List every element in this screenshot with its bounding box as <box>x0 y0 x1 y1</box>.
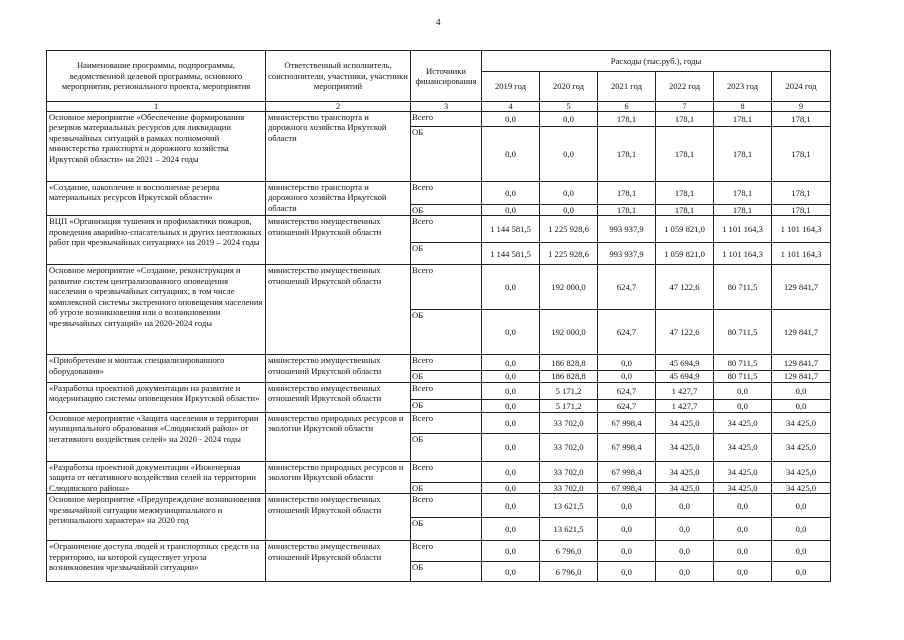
expense-value: 178,1 <box>714 205 772 216</box>
funding-source: ОБ <box>411 433 482 461</box>
program-name: «Разработка проектной документации на развитие и модернизацию системы оповещения Иркутской области» <box>47 382 266 412</box>
expense-value: 0,0 <box>772 518 831 541</box>
expense-value: 0,0 <box>772 494 831 518</box>
budget-table <box>46 50 831 582</box>
expense-value: 186 828,8 <box>540 371 598 382</box>
expense-value: 80 711,5 <box>714 310 772 355</box>
expense-value: 0,0 <box>772 541 831 562</box>
expense-value: 178,1 <box>714 112 772 127</box>
table-row <box>47 355 831 371</box>
expense-value: 47 122,6 <box>656 265 714 310</box>
table-row <box>47 216 831 243</box>
expense-value: 129 841,7 <box>772 310 831 355</box>
expense-value: 80 711,5 <box>714 265 772 310</box>
expense-value: 129 841,7 <box>772 355 831 371</box>
responsible-executor: министерство природных ресурсов и экологии Иркутской области <box>266 412 411 461</box>
funding-source: Всего <box>411 265 482 310</box>
expense-value: 34 425,0 <box>772 482 831 494</box>
header-year: 2019 год <box>482 72 540 102</box>
expense-value: 0,0 <box>714 494 772 518</box>
funding-source: ОБ <box>411 562 482 582</box>
expense-value: 45 694,9 <box>656 355 714 371</box>
funding-source: Всего <box>411 112 482 127</box>
table-row <box>47 182 831 205</box>
expense-value: 178,1 <box>598 112 656 127</box>
expense-value: 34 425,0 <box>656 433 714 461</box>
column-number: 8 <box>714 102 772 112</box>
table-row <box>47 412 831 433</box>
table-row <box>47 382 831 399</box>
expense-value: 0,0 <box>482 127 540 182</box>
funding-source: Всего <box>411 355 482 371</box>
header-year: 2021 год <box>598 72 656 102</box>
header-year: 2023 год <box>714 72 772 102</box>
expense-value: 0,0 <box>482 310 540 355</box>
expense-value: 6 796,0 <box>540 541 598 562</box>
expense-value: 178,1 <box>772 112 831 127</box>
expense-value: 178,1 <box>598 127 656 182</box>
expense-value: 13 621,5 <box>540 494 598 518</box>
expense-value: 5 171,2 <box>540 382 598 399</box>
expense-value: 0,0 <box>656 518 714 541</box>
expense-value: 178,1 <box>714 182 772 205</box>
expense-value: 0,0 <box>482 205 540 216</box>
expense-value: 178,1 <box>772 205 831 216</box>
expense-value: 0,0 <box>482 541 540 562</box>
expense-value: 33 702,0 <box>540 412 598 433</box>
expense-value: 0,0 <box>598 355 656 371</box>
expense-value: 1 427,7 <box>656 399 714 412</box>
table-body <box>47 51 831 582</box>
program-name: «Разработка проектной документации «Инженерная защита от негативного воздействия селей на территории Слюдянского района» <box>47 461 266 493</box>
expense-value: 67 998,4 <box>598 433 656 461</box>
expense-value: 0,0 <box>482 482 540 494</box>
expense-value: 13 621,5 <box>540 518 598 541</box>
program-name: «Приобретение и монтаж специализированного оборудования» <box>47 355 266 382</box>
expense-value: 0,0 <box>656 562 714 582</box>
expense-value: 0,0 <box>482 494 540 518</box>
column-number: 7 <box>656 102 714 112</box>
expense-value: 0,0 <box>482 371 540 382</box>
expense-value: 0,0 <box>482 355 540 371</box>
expense-value: 178,1 <box>772 127 831 182</box>
column-number: 3 <box>411 102 482 112</box>
expense-value: 1 427,7 <box>656 382 714 399</box>
expense-value: 34 425,0 <box>714 433 772 461</box>
responsible-executor: министерство транспорта и дорожного хозяйства Иркутской области <box>266 112 411 182</box>
expense-value: 1 101 164,3 <box>714 216 772 243</box>
header-year: 2024 год <box>772 72 831 102</box>
expense-value: 0,0 <box>598 518 656 541</box>
expense-value: 0,0 <box>598 371 656 382</box>
expense-value: 1 144 581,5 <box>482 243 540 265</box>
responsible-executor: министерство природных ресурсов и экологии Иркутской области <box>266 461 411 493</box>
funding-source: ОБ <box>411 243 482 265</box>
expense-value: 178,1 <box>598 205 656 216</box>
expense-value: 178,1 <box>714 127 772 182</box>
table-row <box>47 112 831 127</box>
program-name: ВЦП «Организация тушения и профилактики пожаров, проведения аварийно-спасательных и других неотложных работ при чрезвычайных ситуациях» на 2019 – 2024 годы <box>47 216 266 265</box>
expense-value: 624,7 <box>598 399 656 412</box>
expense-value: 1 101 164,3 <box>714 243 772 265</box>
expense-value: 0,0 <box>482 518 540 541</box>
expense-value: 0,0 <box>482 399 540 412</box>
expense-value: 186 828,8 <box>540 355 598 371</box>
expense-value: 178,1 <box>656 182 714 205</box>
responsible-executor: министерство транспорта и дорожного хозяйства Иркутской области <box>266 182 411 216</box>
expense-value: 0,0 <box>482 382 540 399</box>
header-year: 2020 год <box>540 72 598 102</box>
expense-value: 0,0 <box>482 412 540 433</box>
funding-source: Всего <box>411 541 482 562</box>
expense-value: 0,0 <box>714 399 772 412</box>
page-number: 4 <box>436 17 441 27</box>
funding-source: ОБ <box>411 371 482 382</box>
responsible-executor: министерство имущественных отношений Иркутской области <box>266 216 411 265</box>
program-name: Основное мероприятие «Обеспечение формирования резервов материальных ресурсов для ликвидации чрезвычайных ситуаций в рамках полномочий министерства транспорта и дорожного хозяйства Иркутской области» на 2021 – 2024 годы <box>47 112 266 182</box>
expense-value: 0,0 <box>482 461 540 482</box>
expense-value: 0,0 <box>772 382 831 399</box>
expense-value: 0,0 <box>714 518 772 541</box>
expense-value: 993 937,9 <box>598 216 656 243</box>
funding-source: ОБ <box>411 399 482 412</box>
expense-value: 33 702,0 <box>540 482 598 494</box>
expense-value: 0,0 <box>540 127 598 182</box>
expense-value: 0,0 <box>714 541 772 562</box>
program-name: «Ограничение доступа людей и транспортных средств на территорию, на которой существует угроза возникновения чрезвычайной ситуации» <box>47 541 266 582</box>
funding-source: Всего <box>411 412 482 433</box>
expense-value: 129 841,7 <box>772 371 831 382</box>
expense-value: 34 425,0 <box>656 482 714 494</box>
header-responsible: Ответственный исполнитель, соисполнители, участники, участники мероприятий <box>266 51 411 102</box>
expense-value: 0,0 <box>540 205 598 216</box>
expense-value: 624,7 <box>598 265 656 310</box>
expense-value: 1 059 821,0 <box>656 216 714 243</box>
expense-value: 192 000,0 <box>540 265 598 310</box>
header-row <box>47 51 831 72</box>
expense-value: 67 998,4 <box>598 461 656 482</box>
responsible-executor: министерство имущественных отношений Иркутской области <box>266 494 411 541</box>
expense-value: 0,0 <box>772 399 831 412</box>
expense-value: 34 425,0 <box>772 433 831 461</box>
expense-value: 47 122,6 <box>656 310 714 355</box>
expense-value: 0,0 <box>772 562 831 582</box>
expense-value: 1 101 164,3 <box>772 243 831 265</box>
expense-value: 0,0 <box>540 112 598 127</box>
header-expenses: Расходы (тыс.руб.), годы <box>482 51 831 72</box>
expense-value: 178,1 <box>656 205 714 216</box>
expense-value: 0,0 <box>482 562 540 582</box>
table-row <box>47 461 831 482</box>
responsible-executor: министерство имущественных отношений Иркутской области <box>266 541 411 582</box>
expense-value: 192 000,0 <box>540 310 598 355</box>
column-number: 4 <box>482 102 540 112</box>
column-number: 9 <box>772 102 831 112</box>
funding-source: Всего <box>411 461 482 482</box>
expense-value: 0,0 <box>482 112 540 127</box>
expense-value: 129 841,7 <box>772 265 831 310</box>
expense-value: 6 796,0 <box>540 562 598 582</box>
expense-value: 34 425,0 <box>714 461 772 482</box>
funding-source: Всего <box>411 182 482 205</box>
expense-value: 624,7 <box>598 382 656 399</box>
responsible-executor: министерство имущественных отношений Иркутской области <box>266 265 411 355</box>
header-year: 2022 год <box>656 72 714 102</box>
expense-value: 0,0 <box>714 382 772 399</box>
expense-value: 624,7 <box>598 310 656 355</box>
expense-value: 34 425,0 <box>772 461 831 482</box>
table-row <box>47 541 831 562</box>
program-name: Основное мероприятие «Создание, реконструкция и развитие систем централизованного оповещения населения о чрезвычайных ситуациях, в том числе комплексной системы экстренного оповещения населения об угрозе возникновения или о возникновении чрезвычайных ситуаций» на 2020-2024 годы <box>47 265 266 355</box>
expense-value: 0,0 <box>598 494 656 518</box>
column-number: 5 <box>540 102 598 112</box>
expense-value: 1 059 821,0 <box>656 243 714 265</box>
expense-value: 45 694,9 <box>656 371 714 382</box>
expense-value: 1 144 581,5 <box>482 216 540 243</box>
expense-value: 0,0 <box>598 541 656 562</box>
funding-source: Всего <box>411 216 482 243</box>
expense-value: 33 702,0 <box>540 461 598 482</box>
column-number-row <box>47 102 831 112</box>
expense-value: 0,0 <box>714 562 772 582</box>
table-row <box>47 494 831 518</box>
header-name: Наименование программы, подпрограммы, ведомственной целевой программы, основного мероприятия, регионального проекта, мероприятия <box>47 51 266 102</box>
expense-value: 0,0 <box>482 433 540 461</box>
expense-value: 1 101 164,3 <box>772 216 831 243</box>
column-number: 1 <box>47 102 266 112</box>
header-source: Источники финансирования <box>411 51 482 102</box>
expense-value: 0,0 <box>482 182 540 205</box>
expense-value: 80 711,5 <box>714 371 772 382</box>
expense-value: 33 702,0 <box>540 433 598 461</box>
column-number: 2 <box>266 102 411 112</box>
funding-source: ОБ <box>411 482 482 494</box>
expense-value: 1 225 928,6 <box>540 243 598 265</box>
funding-source: ОБ <box>411 127 482 182</box>
program-name: Основное мероприятие «Предупреждение возникновения чрезвычайной ситуации межмуниципального и регионального характера» на 2020 год <box>47 494 266 541</box>
funding-source: ОБ <box>411 310 482 355</box>
expense-value: 34 425,0 <box>656 461 714 482</box>
expense-value: 993 937,9 <box>598 243 656 265</box>
expense-value: 0,0 <box>598 562 656 582</box>
program-name: Основное мероприятие «Защита населения и территории муниципального образования «Слюдянский район» от негативного воздействия селей» на 2020 - 2024 годы <box>47 412 266 461</box>
expense-value: 34 425,0 <box>714 482 772 494</box>
responsible-executor: министерство имущественных отношений Иркутской области <box>266 382 411 412</box>
expense-value: 178,1 <box>772 182 831 205</box>
column-number: 6 <box>598 102 656 112</box>
expense-value: 67 998,4 <box>598 412 656 433</box>
funding-source: ОБ <box>411 205 482 216</box>
expense-value: 80 711,5 <box>714 355 772 371</box>
funding-source: Всего <box>411 382 482 399</box>
expense-value: 178,1 <box>656 127 714 182</box>
program-name: «Создание, накопление и восполнение резерва материальных ресурсов Иркутской области» <box>47 182 266 216</box>
expense-value: 34 425,0 <box>714 412 772 433</box>
expense-value: 1 225 928,6 <box>540 216 598 243</box>
expense-value: 34 425,0 <box>656 412 714 433</box>
expense-value: 0,0 <box>540 182 598 205</box>
table-row <box>47 265 831 310</box>
funding-source: ОБ <box>411 518 482 541</box>
expense-value: 0,0 <box>656 541 714 562</box>
expense-value: 0,0 <box>656 494 714 518</box>
responsible-executor: министерство имущественных отношений Иркутской области <box>266 355 411 382</box>
expense-value: 67 998,4 <box>598 482 656 494</box>
expense-value: 5 171,2 <box>540 399 598 412</box>
funding-source: Всего <box>411 494 482 518</box>
expense-value: 34 425,0 <box>772 412 831 433</box>
expense-value: 0,0 <box>482 265 540 310</box>
expense-value: 178,1 <box>598 182 656 205</box>
expense-value: 178,1 <box>656 112 714 127</box>
